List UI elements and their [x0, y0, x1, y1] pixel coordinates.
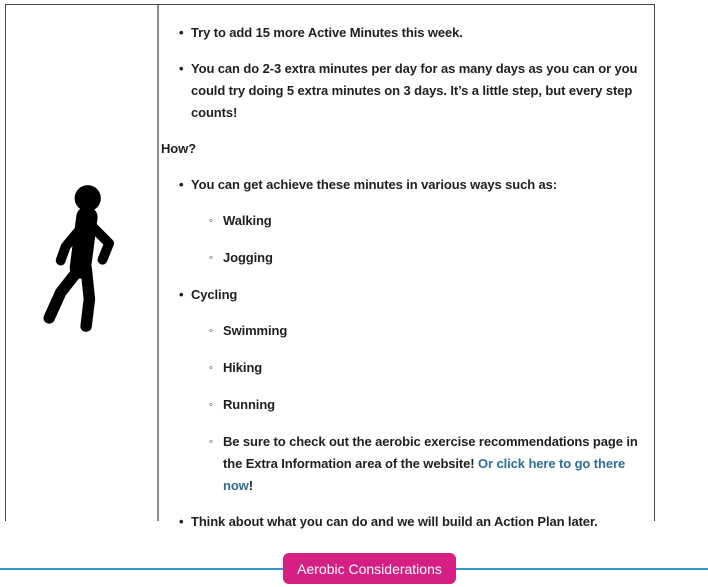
bullet-marker — [179, 284, 191, 306]
list-item-text: Cycling — [191, 287, 238, 302]
walking-person-icon — [41, 179, 123, 347]
list-item-text: Try to add 15 more Active Minutes this week. — [191, 25, 463, 40]
list-item — [160, 431, 646, 497]
list-item-text-segment: ! — [248, 478, 253, 493]
list-item — [160, 22, 646, 44]
list-item-text-segment: Be sure to check out the aerobic exercise recommendations page in the Extra Information area of the website! — [223, 434, 638, 471]
list-item-text — [223, 431, 646, 497]
circle-bullet-marker — [209, 210, 223, 233]
list-item — [160, 320, 646, 343]
list-item-text: Hiking — [223, 360, 263, 375]
extra-information-link[interactable]: Or click here to go there now — [223, 456, 626, 493]
circle-bullet-marker — [209, 357, 223, 380]
circle-bullet-marker — [209, 247, 223, 270]
list-item — [160, 284, 646, 306]
circle-bullet-marker — [209, 394, 223, 417]
circle-bullet-marker — [209, 431, 223, 497]
bullet-marker — [179, 511, 191, 533]
list-item — [160, 58, 646, 124]
icon-panel — [6, 5, 159, 521]
list-item-text: You can get achieve these minutes in various ways such as: — [191, 177, 558, 192]
list-item — [160, 394, 646, 417]
bullet-marker — [179, 22, 191, 44]
list-item-text: Think about what you can do and we will build an Action Plan later. — [191, 514, 598, 529]
content-panel — [5, 4, 655, 529]
circle-bullet-marker — [209, 320, 223, 343]
bullet-marker — [179, 58, 191, 124]
list-item — [160, 357, 646, 380]
list-item — [160, 247, 646, 270]
lesson-text — [159, 5, 654, 529]
list-item — [160, 174, 646, 196]
list-item-text: Swimming — [223, 323, 288, 338]
list-item-text: Running — [223, 397, 276, 412]
list-item-text: You can do 2-3 extra minutes per day for as many days as you can or you could try doing 5 extra minutes on 3 days. It’s a little step, but every step counts! — [191, 61, 638, 120]
list-item — [160, 210, 646, 233]
aerobic-considerations-button[interactable]: Aerobic Considerations — [283, 553, 456, 584]
how-heading: How? — [161, 141, 196, 156]
list-item — [160, 511, 646, 533]
list-item-text: Walking — [223, 213, 272, 228]
bullet-marker — [179, 174, 191, 196]
list-item-text: Jogging — [223, 250, 273, 265]
